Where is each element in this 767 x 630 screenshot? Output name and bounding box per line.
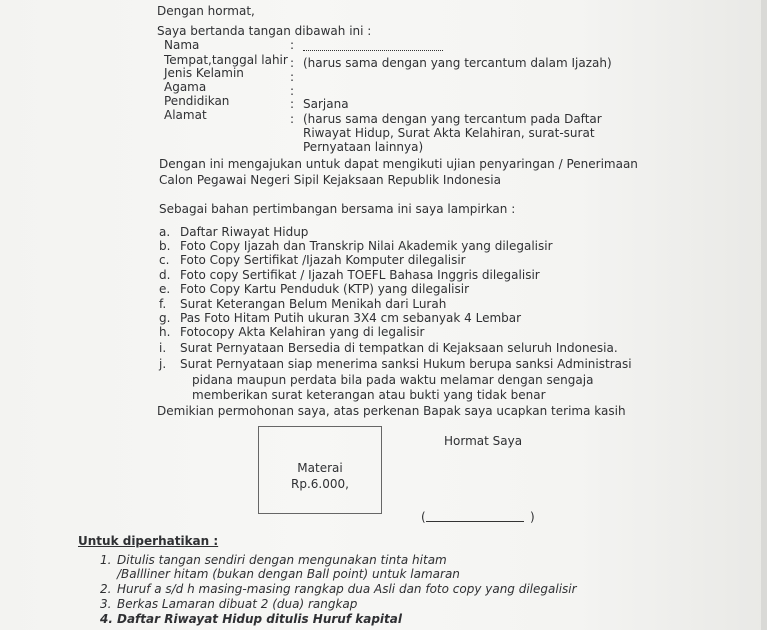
stamp-amount: Rp.6.000,: [291, 477, 349, 491]
stamp-label: Materai: [297, 461, 343, 475]
note-text: Huruf a s/d h masing-masing rangkap dua Asli dan foto copy yang dilegalisir: [117, 582, 577, 596]
field-colon: :: [290, 97, 295, 111]
attachment-letter: e.: [159, 282, 171, 296]
attachment-letter: h.: [159, 325, 171, 339]
attachment-text: Fotocopy Akta Kelahiran yang di legalisir: [180, 325, 425, 339]
attachment-text: Foto copy Sertifikat / Ijazah TOEFL Bahasa Inggris dilegalisir: [180, 268, 540, 282]
signature-open-paren: (: [421, 510, 426, 524]
field-label-agama: Agama: [164, 80, 207, 94]
note-text-cont: /Ballliner hitam (bukan dengan Ball point) untuk lamaran: [117, 567, 460, 581]
attachment-letter: a.: [159, 225, 171, 239]
note-number: 3.: [100, 597, 112, 611]
field-label-jenis-kelamin: Jenis Kelamin: [164, 66, 244, 80]
field-colon: :: [290, 38, 295, 52]
field-label-ttl: Tempat,tanggal lahir: [164, 53, 288, 67]
field-colon: :: [290, 56, 295, 70]
nama-fill-line: [303, 50, 443, 51]
field-value-pendidikan: Sarjana: [303, 97, 349, 111]
attachment-letter: g.: [159, 311, 171, 325]
attachment-text: Foto Copy Sertifikat /Ijazah Komputer dilegalisir: [180, 253, 466, 267]
stamp-box: [258, 426, 382, 514]
attachment-letter: b.: [159, 239, 171, 253]
notes-title: Untuk diperhatikan :: [78, 534, 219, 548]
note-text: Ditulis tangan sendiri dengan mengunakan tinta hitam: [117, 553, 447, 567]
attachment-letter: f.: [159, 297, 167, 311]
attachments-intro: Sebagai bahan pertimbangan bersama ini saya lampirkan :: [159, 202, 516, 216]
note-number: 1.: [100, 553, 112, 567]
request-line-2: Calon Pegawai Negeri Sipil Kejaksaan Republik Indonesia: [159, 173, 501, 187]
closing-text: Demikian permohonan saya, atas perkenan Bapak saya ucapkan terima kasih: [157, 404, 626, 418]
attachment-text-cont: memberikan surat keterangan atau bukti yang tidak benar: [192, 388, 546, 402]
field-label-nama: Nama: [164, 38, 200, 52]
field-value-alamat-1: (harus sama dengan yang tercantum pada Daftar: [303, 112, 602, 126]
attachment-text: Foto Copy Kartu Penduduk (KTP) yang dilegalisir: [180, 282, 470, 296]
intro-text: Saya bertanda tangan dibawah ini :: [157, 24, 372, 38]
attachment-text: Pas Foto Hitam Putih ukuran 3X4 cm sebanyak 4 Lembar: [180, 311, 522, 325]
page-edge-shadow: [761, 0, 767, 630]
note-number: 4.: [100, 612, 113, 626]
salutation: Dengan hormat,: [157, 4, 255, 18]
signature-line: [426, 521, 524, 522]
attachment-text: Daftar Riwayat Hidup: [180, 225, 309, 239]
attachment-letter: i.: [159, 341, 167, 355]
attachment-text: Foto Copy Ijazah dan Transkrip Nilai Akademik yang dilegalisir: [180, 239, 553, 253]
attachment-text: Surat Pernyataan siap menerima sanksi Hukum berupa sanksi Administrasi: [180, 357, 632, 371]
note-text: Berkas Lamaran dibuat 2 (dua) rangkap: [117, 597, 358, 611]
field-value-ttl: (harus sama dengan yang tercantum dalam Ijazah): [303, 56, 612, 70]
signature-close-paren: ): [530, 510, 535, 524]
field-value-alamat-2: Riwayat Hidup, Surat Akta Kelahiran, surat-surat: [303, 126, 595, 140]
request-line-1: Dengan ini mengajukan untuk dapat mengikuti ujian penyaringan / Penerimaan: [159, 157, 638, 171]
attachment-letter: j.: [159, 357, 167, 371]
attachment-text-cont: pidana maupun perdata bila pada waktu melamar dengan sengaja: [192, 373, 594, 387]
field-label-alamat: Alamat: [164, 108, 207, 122]
field-colon: :: [290, 112, 295, 126]
field-value-alamat-3: Pernyataan lainnya): [303, 140, 424, 154]
regards-text: Hormat Saya: [444, 434, 523, 448]
field-colon: :: [290, 70, 295, 84]
attachment-text: Surat Keterangan Belum Menikah dari Lurah: [180, 297, 447, 311]
attachment-text: Surat Pernyataan Bersedia di tempatkan di Kejaksaan seluruh Indonesia.: [180, 341, 618, 355]
field-colon: :: [290, 84, 295, 98]
note-text: Daftar Riwayat Hidup ditulis Huruf kapital: [117, 612, 402, 626]
note-number: 2.: [100, 582, 112, 596]
attachment-letter: d.: [159, 268, 171, 282]
field-label-pendidikan: Pendidikan: [164, 94, 230, 108]
attachment-letter: c.: [159, 253, 170, 267]
